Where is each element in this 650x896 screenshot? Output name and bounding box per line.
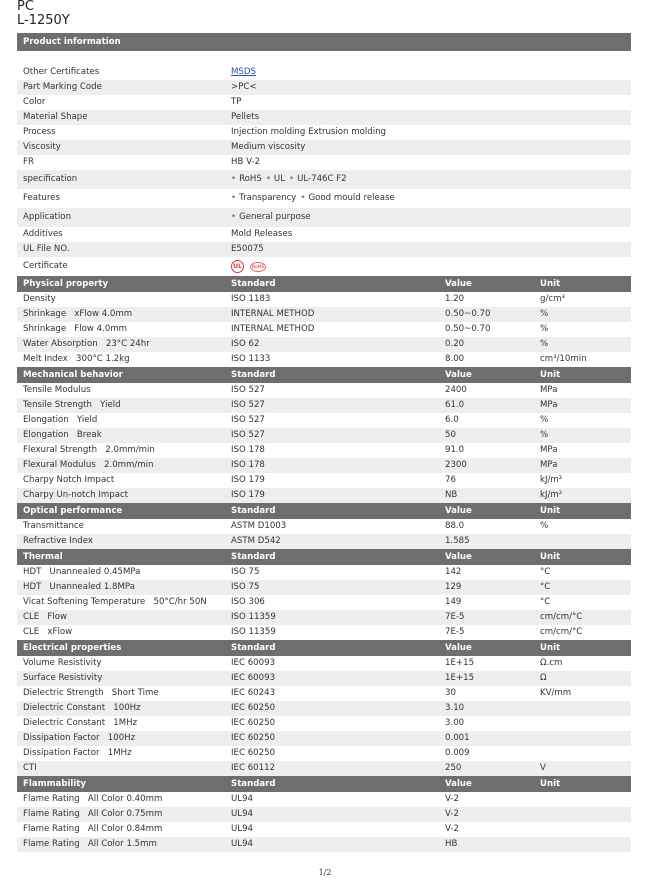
column-header-value: Value: [445, 506, 472, 516]
tag-label: Good mould release: [308, 193, 395, 203]
table-row: [17, 565, 631, 580]
value-cell: 0.50~0.70: [445, 309, 491, 319]
property-cell: Flexural Modulus 2.0mm/min: [23, 460, 154, 470]
standard-cell: IEC 60250: [231, 733, 276, 743]
info-row-viscosity: [17, 140, 631, 155]
standard-cell: IEC 60250: [231, 748, 276, 758]
info-row-material-shape: [17, 110, 631, 125]
standard-cell: IEC 60250: [231, 703, 276, 713]
property-cell: Vicat Softening Temperature 50°C/hr 50N: [23, 597, 207, 607]
standard-cell: ASTM D1003: [231, 521, 287, 531]
table-row: [17, 473, 631, 488]
info-row-certificate: [17, 257, 631, 276]
column-header-unit: Unit: [540, 779, 561, 789]
property-cell: CTI: [23, 763, 37, 773]
info-value: [226, 227, 440, 242]
unit-cell: °C: [540, 582, 551, 592]
value-cell: 1E+15: [445, 658, 475, 668]
product-info-table: [17, 65, 631, 276]
standard-cell: UL94: [231, 809, 254, 819]
info-row-color: [17, 95, 631, 110]
info-row-process: [17, 125, 631, 140]
info-row-features: [17, 189, 631, 208]
standard-cell: IEC 60112: [231, 763, 276, 773]
standard-cell: ISO 179: [231, 475, 265, 485]
info-value: [226, 110, 440, 125]
section-header-flammability: [17, 776, 631, 792]
column-header-standard: Standard: [231, 643, 276, 653]
property-cell: Dielectric Strength Short Time: [23, 688, 159, 698]
info-row-part-marking-code: [17, 80, 631, 95]
table-row: [17, 731, 631, 746]
table-row: [17, 307, 631, 322]
info-row-application: [17, 208, 631, 227]
info-label: Application: [23, 212, 72, 222]
column-header-standard: Standard: [231, 279, 276, 289]
bullet-icon: •: [231, 193, 237, 203]
column-header-unit: Unit: [540, 552, 561, 562]
table-row: [17, 625, 631, 640]
unit-cell: MPa: [540, 460, 558, 470]
table-row: [17, 822, 631, 837]
table-row: [17, 383, 631, 398]
column-header-value: Value: [445, 643, 472, 653]
property-cell: Flame Rating All Color 1.5mm: [23, 839, 157, 849]
value-cell: 7E-5: [445, 627, 465, 637]
tag-label: RoHS: [239, 174, 262, 184]
property-cell: Dissipation Factor 100Hz: [23, 733, 136, 743]
standard-cell: IEC 60093: [231, 658, 276, 668]
standard-cell: ISO 179: [231, 490, 265, 500]
info-label: Features: [23, 193, 60, 203]
value-cell: V-2: [445, 824, 459, 834]
info-value: [226, 95, 440, 110]
spec-sections: [17, 276, 631, 852]
column-header-standard: Standard: [231, 506, 276, 516]
column-header-unit: Unit: [540, 370, 561, 380]
page-number: 1/2: [318, 868, 332, 877]
unit-cell: %: [540, 309, 549, 319]
section-header-optical-performance: [17, 503, 631, 519]
table-row: [17, 443, 631, 458]
section-header-physical-property: [17, 276, 631, 292]
standard-cell: IEC 60093: [231, 673, 276, 683]
unit-cell: cm/cm/°C: [540, 612, 583, 622]
value-cell: HB: [445, 839, 458, 849]
standard-cell: ISO 527: [231, 385, 265, 395]
standard-cell: ISO 75: [231, 582, 260, 592]
info-value: [226, 80, 440, 95]
value-cell: 7E-5: [445, 612, 465, 622]
unit-cell: %: [540, 324, 549, 334]
unit-cell: KV/mm: [540, 688, 572, 698]
section-header-product-information: [17, 33, 631, 51]
info-value: [226, 208, 440, 227]
tag-label: UL-746C F2: [297, 174, 347, 184]
property-cell: Shrinkage xFlow 4.0mm: [23, 309, 133, 319]
standard-cell: UL94: [231, 824, 254, 834]
document-title: [17, 0, 70, 28]
standard-cell: ISO 62: [231, 339, 260, 349]
table-row: [17, 610, 631, 625]
standard-cell: ISO 527: [231, 400, 265, 410]
standard-cell: ISO 178: [231, 445, 265, 455]
unit-cell: cm/cm/°C: [540, 627, 583, 637]
table-row: [17, 413, 631, 428]
bullet-icon: •: [300, 193, 306, 203]
info-value-text: Pellets: [231, 112, 260, 122]
unit-cell: °C: [540, 597, 551, 607]
value-cell: 1.20: [445, 294, 465, 304]
standard-cell: UL94: [231, 794, 254, 804]
table-row: [17, 656, 631, 671]
info-value-text: TP: [231, 97, 242, 107]
unit-cell: cm³/10min: [540, 354, 587, 364]
table-row: [17, 428, 631, 443]
info-value: [226, 140, 440, 155]
info-label: specification: [23, 174, 78, 184]
section-title: Optical performance: [23, 506, 123, 516]
property-cell: CLE Flow: [23, 612, 68, 622]
value-cell: 0.001: [445, 733, 470, 743]
property-cell: Charpy Notch Impact: [23, 475, 115, 485]
table-row: [17, 792, 631, 807]
standard-cell: IEC 60243: [231, 688, 276, 698]
material-name: PC: [17, 0, 34, 14]
info-row-other-certificates: [17, 65, 631, 80]
value-cell: 149: [445, 597, 462, 607]
column-header-unit: Unit: [540, 506, 561, 516]
unit-cell: V: [540, 763, 546, 773]
property-cell: Elongation Yield: [23, 415, 98, 425]
table-row: [17, 292, 631, 307]
ul-certification-icon[interactable]: UL: [231, 260, 244, 273]
tag-label: General purpose: [239, 212, 311, 222]
info-label: FR: [23, 157, 34, 167]
certificate-icons: [231, 260, 266, 273]
standard-cell: ISO 178: [231, 460, 265, 470]
property-cell: Flame Rating All Color 0.40mm: [23, 794, 163, 804]
value-cell: 76: [445, 475, 456, 485]
property-cell: Elongation Break: [23, 430, 102, 440]
tag-item: [231, 193, 296, 203]
standard-cell: IEC 60250: [231, 718, 276, 728]
value-cell: 142: [445, 567, 462, 577]
value-cell: 30: [445, 688, 456, 698]
standard-cell: ISO 1183: [231, 294, 271, 304]
table-row: [17, 458, 631, 473]
info-value: [226, 125, 440, 140]
info-value-text: >PC<: [231, 82, 257, 92]
value-cell: 88.0: [445, 521, 465, 531]
property-cell: HDT Unannealed 1.8MPa: [23, 582, 135, 592]
property-cell: Flame Rating All Color 0.75mm: [23, 809, 163, 819]
msds-link[interactable]: MSDS: [231, 67, 256, 77]
standard-cell: ASTM D542: [231, 536, 281, 546]
unit-cell: MPa: [540, 400, 558, 410]
value-cell: 2300: [445, 460, 467, 470]
value-cell: 3.00: [445, 718, 465, 728]
section-header-electrical-properties: [17, 640, 631, 656]
unit-cell: kJ/m²: [540, 490, 563, 500]
value-cell: 1E+15: [445, 673, 475, 683]
value-cell: 2400: [445, 385, 467, 395]
tag-item: [266, 174, 285, 184]
property-cell: Dissipation Factor 1MHz: [23, 748, 132, 758]
standard-cell: ISO 11359: [231, 627, 276, 637]
value-cell: 129: [445, 582, 462, 592]
value-cell: 3.10: [445, 703, 465, 713]
section-header-thermal: [17, 549, 631, 565]
column-header-standard: Standard: [231, 370, 276, 380]
table-row: [17, 701, 631, 716]
section-title: Physical property: [23, 279, 109, 289]
bullet-icon: •: [265, 174, 271, 184]
column-header-unit: Unit: [540, 279, 561, 289]
info-row-additives: [17, 227, 631, 242]
table-row: [17, 761, 631, 776]
datasheet: [17, 33, 631, 852]
unit-cell: %: [540, 415, 549, 425]
table-row: [17, 671, 631, 686]
property-cell: Shrinkage Flow 4.0mm: [23, 324, 128, 334]
section-header-mechanical-behavior: [17, 367, 631, 383]
column-header-value: Value: [445, 552, 472, 562]
value-cell: 1.585: [445, 536, 470, 546]
unit-cell: %: [540, 339, 549, 349]
unit-cell: %: [540, 521, 549, 531]
section-title: Product information: [23, 37, 121, 47]
info-value: [226, 257, 440, 276]
value-cell: 8.00: [445, 354, 465, 364]
section-title: Electrical properties: [23, 643, 122, 653]
unit-cell: MPa: [540, 385, 558, 395]
tag-item: [231, 174, 262, 184]
value-cell: 50: [445, 430, 456, 440]
value-cell: 6.0: [445, 415, 459, 425]
column-header-standard: Standard: [231, 552, 276, 562]
table-row: [17, 580, 631, 595]
table-row: [17, 807, 631, 822]
standard-cell: INTERNAL METHOD: [231, 324, 315, 334]
property-cell: HDT Unannealed 0.45MPa: [23, 567, 141, 577]
standard-cell: UL94: [231, 839, 254, 849]
column-header-value: Value: [445, 779, 472, 789]
tag-label: Transparency: [239, 193, 297, 203]
table-row: [17, 352, 631, 367]
info-value-text: Mold Releases: [231, 229, 293, 239]
table-row: [17, 398, 631, 413]
info-label: Other Certificates: [23, 67, 100, 77]
property-cell: Volume Resistivity: [23, 658, 102, 668]
section-title: Mechanical behavior: [23, 370, 123, 380]
value-cell: 0.009: [445, 748, 470, 758]
value-cell: 250: [445, 763, 462, 773]
standard-cell: ISO 527: [231, 430, 265, 440]
standard-cell: ISO 527: [231, 415, 265, 425]
info-value-text: E50075: [231, 244, 264, 254]
table-row: [17, 322, 631, 337]
unit-cell: MPa: [540, 445, 558, 455]
property-cell: Refractive Index: [23, 536, 93, 546]
value-cell: 91.0: [445, 445, 465, 455]
table-row: [17, 746, 631, 761]
info-row-ul-file-no: [17, 242, 631, 257]
unit-cell: kJ/m²: [540, 475, 563, 485]
table-row: [17, 519, 631, 534]
standard-cell: INTERNAL METHOD: [231, 309, 315, 319]
standard-cell: ISO 75: [231, 567, 260, 577]
table-row: [17, 716, 631, 731]
tag-item: [231, 212, 311, 222]
info-row-specification: [17, 170, 631, 189]
info-value: [226, 65, 440, 80]
info-label: Part Marking Code: [23, 82, 102, 92]
column-header-value: Value: [445, 370, 472, 380]
section-title: Thermal: [23, 552, 63, 562]
info-label: Process: [23, 127, 56, 137]
table-row: [17, 337, 631, 352]
value-cell: 0.50~0.70: [445, 324, 491, 334]
property-cell: Dielectric Constant 100Hz: [23, 703, 141, 713]
table-row: [17, 595, 631, 610]
property-cell: Surface Resistivity: [23, 673, 103, 683]
standard-cell: ISO 11359: [231, 612, 276, 622]
unit-cell: Ω.cm: [540, 658, 563, 668]
info-value: [226, 155, 440, 170]
info-value-text: HB V-2: [231, 157, 261, 167]
property-cell: Density: [23, 294, 56, 304]
property-cell: Water Absorption 23°C 24hr: [23, 339, 150, 349]
unit-cell: g/cm³: [540, 294, 565, 304]
table-row: [17, 488, 631, 503]
property-cell: Tensile Modulus: [23, 385, 91, 395]
grade-name: L-1250Y: [17, 13, 70, 28]
table-row: [17, 534, 631, 549]
rohs-certification-icon[interactable]: RoHS: [250, 262, 266, 272]
section-title: Flammability: [23, 779, 87, 789]
property-cell: Tensile Strength Yield: [23, 400, 121, 410]
property-cell: Charpy Un-notch Impact: [23, 490, 129, 500]
column-header-value: Value: [445, 279, 472, 289]
standard-cell: ISO 306: [231, 597, 265, 607]
info-value-text: Injection molding Extrusion molding: [231, 127, 386, 137]
standard-cell: ISO 1133: [231, 354, 271, 364]
info-label: Certificate: [23, 261, 68, 271]
unit-cell: Ω: [540, 673, 547, 683]
info-value-text: Medium viscosity: [231, 142, 306, 152]
info-value: [226, 170, 440, 189]
unit-cell: °C: [540, 567, 551, 577]
tag-item: [289, 174, 347, 184]
value-cell: 0.20: [445, 339, 465, 349]
info-label: Additives: [23, 229, 63, 239]
property-cell: Melt Index 300°C 1.2kg: [23, 354, 130, 364]
column-header-unit: Unit: [540, 643, 561, 653]
bullet-icon: •: [231, 212, 237, 222]
info-label: UL File NO.: [23, 244, 70, 254]
column-header-standard: Standard: [231, 779, 276, 789]
value-cell: V-2: [445, 794, 459, 804]
tag-label: UL: [273, 174, 285, 184]
info-value: [226, 242, 440, 257]
info-value: [226, 189, 440, 208]
info-row-fr: [17, 155, 631, 170]
value-cell: V-2: [445, 809, 459, 819]
table-row: [17, 686, 631, 701]
property-cell: Dielectric Constant 1MHz: [23, 718, 138, 728]
tag-item: [300, 193, 394, 203]
bullet-icon: •: [231, 174, 237, 184]
unit-cell: %: [540, 430, 549, 440]
property-cell: CLE xFlow: [23, 627, 73, 637]
spacer-row: [17, 51, 631, 65]
property-cell: Flame Rating All Color 0.84mm: [23, 824, 163, 834]
info-label: Viscosity: [23, 142, 61, 152]
value-cell: 61.0: [445, 400, 465, 410]
value-cell: NB: [445, 490, 458, 500]
bullet-icon: •: [289, 174, 295, 184]
info-label: Color: [23, 97, 46, 107]
property-cell: Flexural Strength 2.0mm/min: [23, 445, 155, 455]
table-row: [17, 837, 631, 852]
property-cell: Transmittance: [23, 521, 84, 531]
info-label: Material Shape: [23, 112, 88, 122]
